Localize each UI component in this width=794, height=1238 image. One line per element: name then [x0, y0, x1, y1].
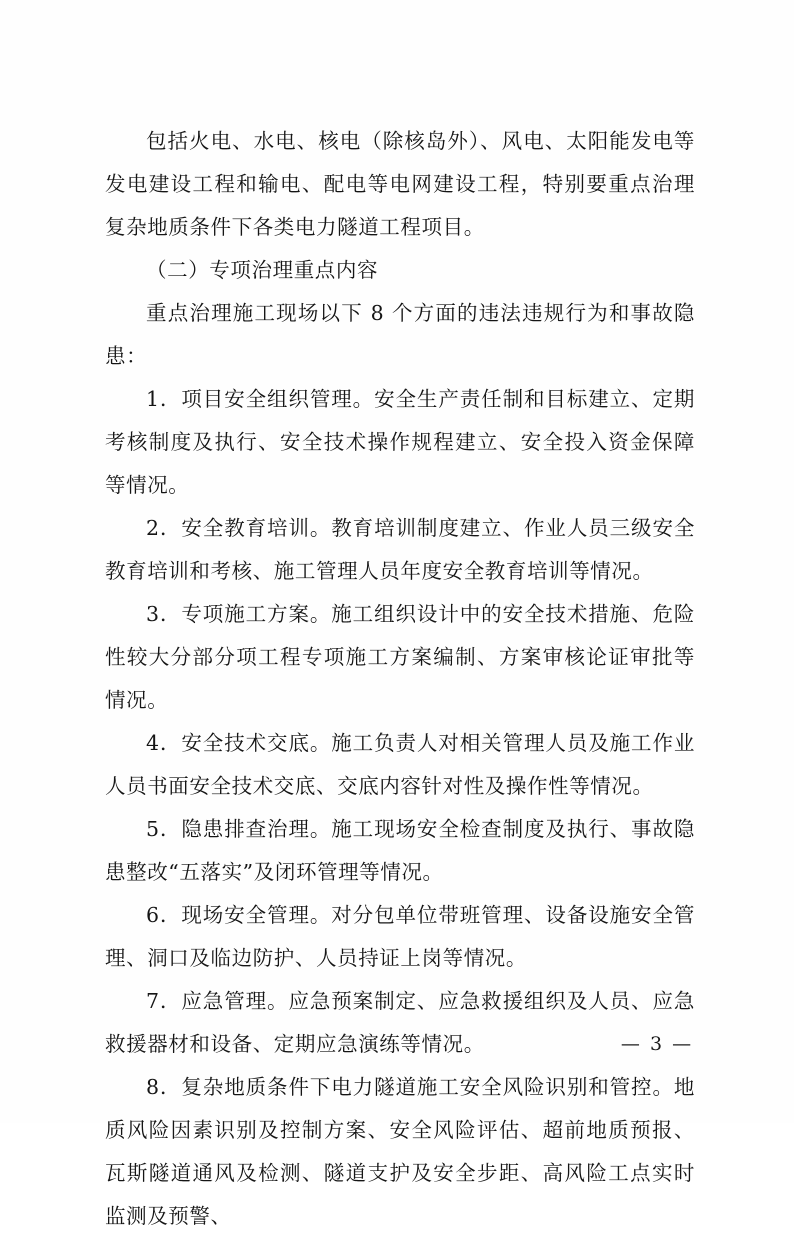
list-item-6: 6．现场安全管理。对分包单位带班管理、设备设施安全管理、洞口及临边防护、人员持证上岗等情况。	[105, 903, 695, 970]
paragraph-1: 包括火电、水电、核电（除核岛外）、风电、太阳能发电等发电建设工程和输电、配电等电网建设工程，特别要重点治理复杂地质条件下各类电力隧道工程项目。	[105, 129, 695, 239]
list-item-5: 5．隐患排查治理。施工现场安全检查制度及执行、事故隐患整改“五落实”及闭环管理等情况。	[105, 817, 695, 884]
list-item-4: 4．安全技术交底。施工负责人对相关管理人员及施工作业人员书面安全技术交底、交底内容针对性及操作性等情况。	[105, 731, 695, 798]
page-number	[0, 1033, 794, 1055]
paragraph-intro: 重点治理施工现场以下 8 个方面的违法违规行为和事故隐患：	[105, 301, 695, 368]
page-number-text: — 3 —	[620, 1033, 694, 1055]
list-item-3: 3．专项施工方案。施工组织设计中的安全技术措施、危险性较大分部分项工程专项施工方案编制、方案审核论证审批等情况。	[105, 602, 695, 712]
list-item-8: 8．复杂地质条件下电力隧道施工安全风险识别和管控。地质风险因素识别及控制方案、安全风险评估、超前地质预报、瓦斯隧道通风及检测、隧道支护及安全步距、高风险工点实时监测及预警、	[105, 1075, 695, 1228]
list-item-1: 1．项目安全组织管理。安全生产责任制和目标建立、定期考核制度及执行、安全技术操作规程建立、安全投入资金保障等情况。	[105, 387, 695, 497]
list-item-2: 2．安全教育培训。教育培训制度建立、作业人员三级安全教育培训和考核、施工管理人员年度安全教育培训等情况。	[105, 516, 695, 583]
document-body	[105, 120, 695, 1238]
section-heading: （二）专项治理重点内容	[146, 258, 379, 282]
list-item-7: 7．应急管理。应急预案制定、应急救援组织及人员、应急救援器材和设备、定期应急演练等情况。	[105, 989, 695, 1056]
